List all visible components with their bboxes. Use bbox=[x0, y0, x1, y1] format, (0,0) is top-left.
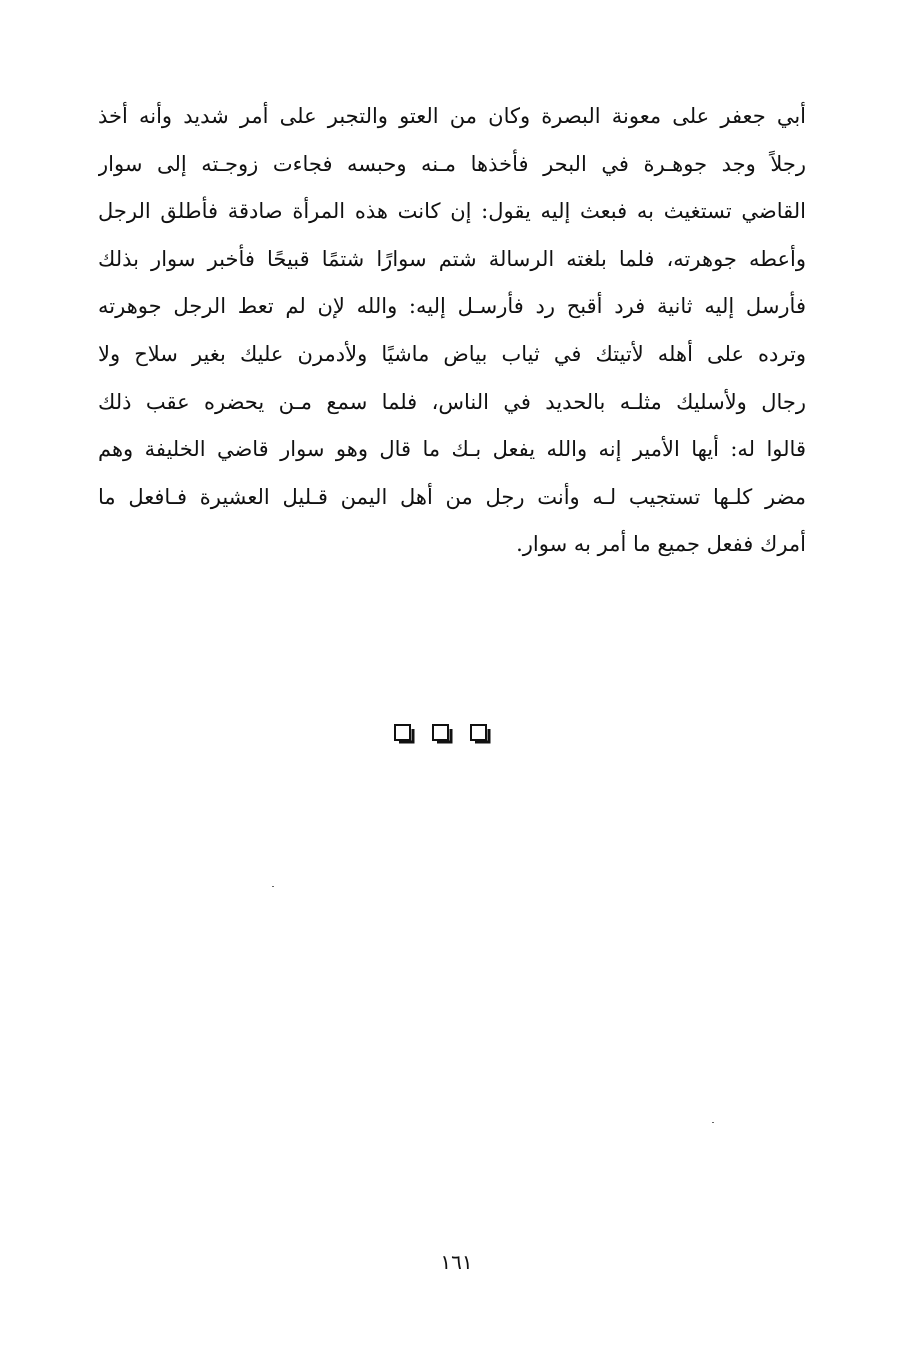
section-divider-ornament bbox=[394, 724, 492, 746]
text-line: وأعطه جوهرته، فلما بلغته الرسالة شتم سوارًا شتمًا قبيحًا فأخبر سوار بذلك bbox=[98, 246, 806, 271]
text-line: أبي جعفر على معونة البصرة وكان من العتو والتجبر على أمر شديد وأنه أخذ bbox=[98, 104, 806, 128]
text-line: فأرسل إليه ثانية فرد أقبح رد فأرسـل إليه: والله لإن لم تعط الرجل جوهرته bbox=[98, 294, 806, 319]
scan-speck bbox=[712, 1122, 714, 1123]
scan-speck bbox=[272, 886, 274, 887]
text-line: أمرك ففعل جميع ما أمر به سوار. bbox=[516, 532, 806, 557]
body-paragraph bbox=[98, 93, 806, 569]
box-ornament-icon bbox=[432, 724, 454, 746]
text-line: وترده على أهله لأتيتك في ثياب بياض ماشيًا ولأدمرن عليك بغير سلاح ولا bbox=[98, 341, 806, 366]
text-line: رجال ولأسليك مثلـه بالحديد في الناس، فلما سمع مـن يحضره عقب ذلك bbox=[98, 389, 806, 414]
box-ornament-icon bbox=[470, 724, 492, 746]
text-line: القاضي تستغيث به فبعث إليه يقول: إن كانت هذه المرأة صادقة فأطلق الرجل bbox=[98, 199, 806, 224]
text-line: رجلاً وجد جوهـرة في البحر فأخذها مـنه وحبسه فجاءت زوجـته إلى سوار bbox=[98, 151, 806, 176]
text-line: مضر كلـها تستجيب لـه وأنت رجل من أهل اليمن قـليل العشيرة فـافعل ما bbox=[98, 484, 806, 509]
box-ornament-icon bbox=[394, 724, 416, 746]
page-number: ١٦١ bbox=[440, 1250, 473, 1274]
text-line: قالوا له: أيها الأمير إنه والله يفعل بـك ما قال وهو سوار قاضي الخليفة وهم bbox=[98, 437, 806, 462]
